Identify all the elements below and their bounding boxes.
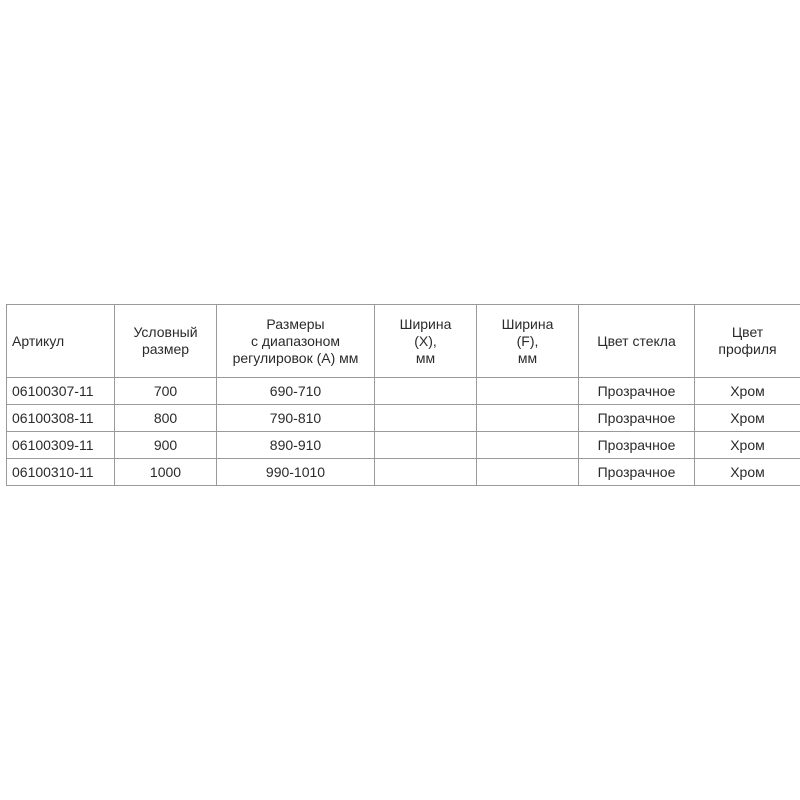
cell-profile-color: Хром xyxy=(695,378,800,405)
cell-article: 06100308-11 xyxy=(7,405,115,432)
cell-dimensions: 990-1010 xyxy=(217,459,375,486)
cell-width-x xyxy=(375,405,477,432)
cell-nominal-size: 900 xyxy=(115,432,217,459)
product-spec-table xyxy=(6,304,800,486)
cell-dimensions: 790-810 xyxy=(217,405,375,432)
cell-width-x xyxy=(375,459,477,486)
cell-article: 06100310-11 xyxy=(7,459,115,486)
header-article: Артикул xyxy=(7,305,115,378)
cell-nominal-size: 800 xyxy=(115,405,217,432)
cell-width-f xyxy=(477,405,579,432)
cell-nominal-size: 700 xyxy=(115,378,217,405)
header-width-x: Ширина (X), мм xyxy=(375,305,477,378)
table-row xyxy=(7,405,800,432)
cell-width-x xyxy=(375,378,477,405)
header-width-f: Ширина (F), мм xyxy=(477,305,579,378)
table-row xyxy=(7,378,800,405)
cell-article: 06100307-11 xyxy=(7,378,115,405)
cell-profile-color: Хром xyxy=(695,432,800,459)
header-glass-color: Цвет стекла xyxy=(579,305,695,378)
cell-glass-color: Прозрачное xyxy=(579,432,695,459)
cell-dimensions: 690-710 xyxy=(217,378,375,405)
cell-width-f xyxy=(477,432,579,459)
cell-glass-color: Прозрачное xyxy=(579,459,695,486)
cell-width-x xyxy=(375,432,477,459)
cell-dimensions: 890-910 xyxy=(217,432,375,459)
cell-profile-color: Хром xyxy=(695,405,800,432)
cell-glass-color: Прозрачное xyxy=(579,378,695,405)
cell-nominal-size: 1000 xyxy=(115,459,217,486)
header-dimensions: Размеры с диапазоном регулировок (А) мм xyxy=(217,305,375,378)
cell-glass-color: Прозрачное xyxy=(579,405,695,432)
product-spec-table-container xyxy=(6,304,800,486)
table-header-row xyxy=(7,305,800,378)
cell-width-f xyxy=(477,378,579,405)
header-profile-color: Цвет профиля xyxy=(695,305,800,378)
cell-width-f xyxy=(477,459,579,486)
header-nominal-size: Условный размер xyxy=(115,305,217,378)
table-row xyxy=(7,459,800,486)
cell-article: 06100309-11 xyxy=(7,432,115,459)
cell-profile-color: Хром xyxy=(695,459,800,486)
table-row xyxy=(7,432,800,459)
